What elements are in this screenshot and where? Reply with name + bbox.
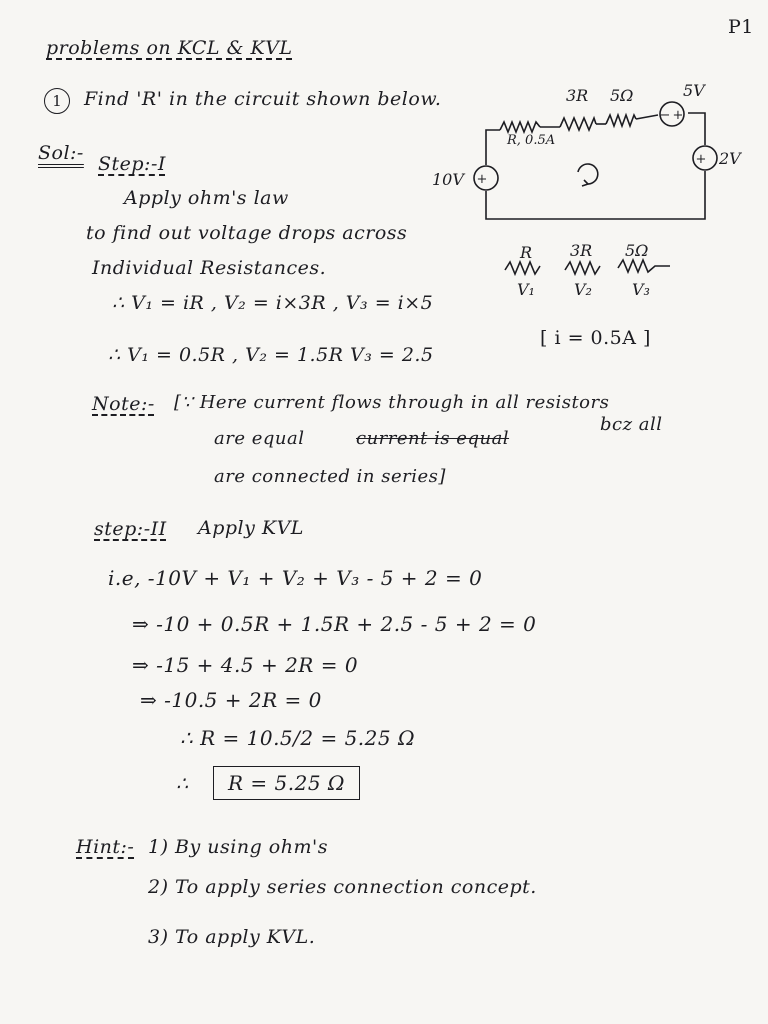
small-label-v2: V₂ [574, 280, 592, 299]
small-label-v1: V₁ [517, 280, 535, 299]
step2-heading: Apply KVL [198, 517, 304, 539]
label-5v: 5V [683, 81, 705, 100]
small-label-3r: 3R [570, 241, 593, 260]
source-2v-plus-icon: + [695, 152, 707, 167]
step1-title: Step:-I [98, 153, 166, 175]
note-line-3: are connected in series] [214, 466, 446, 487]
note-label: Note:- [92, 393, 155, 415]
problem-statement: Find 'R' in the circuit shown below. [84, 88, 442, 110]
label-r-current: R, 0.5A [507, 133, 556, 148]
hint-item-1: 1) By using ohm's [148, 836, 328, 858]
small-label-5ohm: 5Ω [625, 241, 649, 260]
current-value: [ i = 0.5A ] [540, 327, 651, 349]
hint-item-3: 3) To apply KVL. [148, 926, 316, 948]
label-10v: 10V [432, 170, 464, 189]
page-number: P1 [728, 16, 754, 38]
kvl-equation-5: ∴ R = 10.5/2 = 5.25 Ω [180, 726, 416, 750]
kvl-equation-2: ⇒ -10 + 0.5R + 1.5R + 2.5 - 5 + 2 = 0 [132, 612, 537, 636]
step1-equation-2: ∴ V₁ = 0.5R , V₂ = 1.5R V₃ = 2.5 [108, 344, 434, 366]
hint-label: Hint:- [76, 836, 135, 858]
page-title: problems on KCL & KVL [46, 37, 293, 59]
label-5ohm: 5Ω [610, 86, 634, 105]
small-label-v3: V₃ [632, 280, 650, 299]
result-therefore: ∴ [176, 773, 189, 795]
note-line-1: [∵ Here current flows through in all resistors [174, 392, 610, 413]
note-line-2a: are equal [214, 428, 305, 449]
kvl-equation-1: i.e, -10V + V₁ + V₂ + V₃ - 5 + 2 = 0 [108, 566, 483, 590]
problem-number: 1 [44, 88, 70, 114]
step1-line1: Apply ohm's law [124, 187, 289, 209]
kvl-equation-4: ⇒ -10.5 + 2R = 0 [140, 688, 322, 712]
final-answer-box: R = 5.25 Ω [213, 766, 360, 800]
kvl-equation-3: ⇒ -15 + 4.5 + 2R = 0 [132, 653, 359, 677]
step2-title: step:-II [94, 518, 167, 540]
note-line-2-struck: current is equal [356, 428, 510, 449]
source-5v-plus-icon: + [672, 108, 684, 123]
step1-equation-1: ∴ V₁ = iR , V₂ = i×3R , V₃ = i×5 [112, 292, 434, 314]
source-5v-minus-icon: − [659, 108, 671, 123]
solution-label: Sol:- [38, 142, 84, 164]
label-3r: 3R [566, 86, 589, 105]
hint-item-2: 2) To apply series connection concept. [148, 876, 537, 898]
step1-line3: Individual Resistances. [92, 257, 327, 279]
small-label-r: R [520, 243, 533, 262]
step1-line2: to find out voltage drops across [86, 222, 408, 244]
note-line-2b: bcz all [600, 414, 663, 435]
source-10v-plus-icon: + [476, 172, 488, 187]
label-2v: 2V [719, 149, 741, 168]
